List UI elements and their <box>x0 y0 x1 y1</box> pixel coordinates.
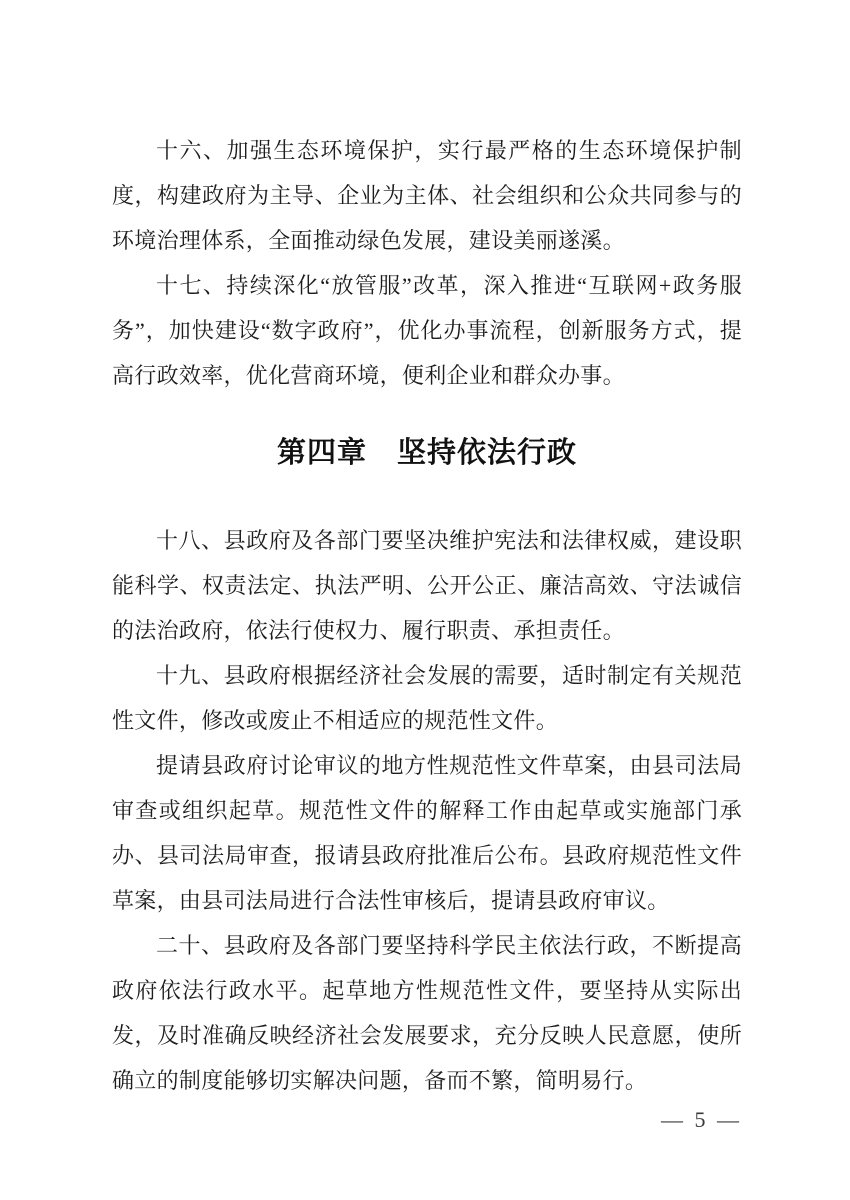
page-number: — 5 — <box>661 1107 742 1132</box>
paragraph-item-19: 十九、县政府根据经济社会发展的需要，适时制定有关规范性文件，修改或废止不相适应的规范性文件。 <box>112 663 742 733</box>
paragraph-item-19-continuation: 提请县政府讨论审议的地方性规范性文件草案，由县司法局审查或组织起草。规范性文件的解释工作由起草或实施部门承办、县司法局审查，报请县政府批准后公布。县政府规范性文件草案，由县司法局进行合法性审核后，提请县政府审议。 <box>112 753 742 913</box>
document-body <box>112 128 742 1103</box>
chapter-heading: 第四章 坚持依法行政 <box>276 437 577 469</box>
paragraph-item-20: 二十、县政府及各部门要坚持科学民主依法行政，不断提高政府依法行政水平。起草地方性规范性文件，要坚持从实际出发，及时准确反映经济社会发展要求，充分反映人民意愿，使所确立的制度能够切实解决问题，备而不繁，简明易行。 <box>112 933 742 1093</box>
paragraph-item-16: 十六、加强生态环境保护，实行最严格的生态环境保护制度，构建政府为主导、企业为主体、社会组织和公众共同参与的环境治理体系，全面推动绿色发展，建设美丽遂溪。 <box>112 138 742 253</box>
paragraph-item-18: 十八、县政府及各部门要坚决维护宪法和法律权威，建设职能科学、权责法定、执法严明、公开公正、廉洁高效、守法诚信的法治政府，依法行使权力、履行职责、承担责任。 <box>112 528 742 643</box>
paragraph-item-17: 十七、持续深化“放管服”改革，深入推进“互联网+政务服务”，加快建设“数字政府”，优化办事流程，创新服务方式，提高行政效率，优化营商环境，便利企业和群众办事。 <box>112 273 742 388</box>
